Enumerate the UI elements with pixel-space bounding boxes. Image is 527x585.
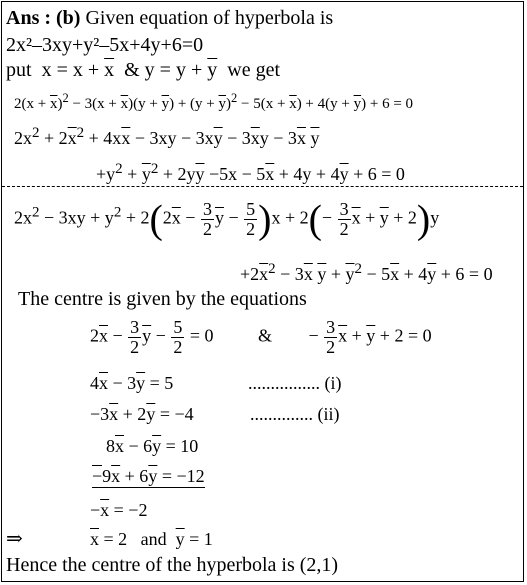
given-equation: 2x²–3xy+y²–5x+4y+6=0 [6,34,204,56]
equation-i: $4\overline{x} - 3\overline{y} = 5$ [90,373,174,393]
expanded-substitution: $2(x + \overline{x})^2 - 3(x + \overline{x})(y + \overline{y}) + (y + \overline{y})^2 - 5(x + \overline{x}) + 4(y + \overline{y}) + 6 = 0$ [14,91,414,112]
grouped-equation: $2x^2 - 3xy + y^2 + 2(2\overline{x}$ − $\frac{3}{2}$ $\overline{y}$ − $\frac{5}{2}$ )x + 2(− $\frac{3}{2}$ $\overline{x} + \overline{y} + 2)y$ [14,196,440,242]
and-word: and [140,529,167,549]
answer-label: Ans : (b) [6,7,81,29]
centre-equations: $2\overline{x}$ − $\frac{3}{2}$ $\overline{y}$ − $\frac{5}{2}$ = 0 & − $\frac{3}{2}$ $\overline{x} + \overline{y} + 2 = 0$ [90,317,432,357]
label-ii: .............. (ii) [250,404,340,424]
get-text: we get [227,59,281,81]
solution-values: $\overline{x} = 2$ and $\overline{y} = 1$ [90,529,213,549]
multiplied-i: $8\overline{x} - 6\overline{y} = 10$ [106,436,199,456]
sum-result: $-\overline{x} = -2$ [90,500,148,520]
section-divider [2,186,523,187]
arrow-line [6,529,23,549]
centre-statement: The centre is given by the equations [18,288,307,310]
equation-ii: $-3\overline{x} + 2\overline{y} = -4$ [90,404,194,424]
conclusion: Hence the centre of the hyperbola is (2,1) [6,554,339,576]
ampersand: & [257,325,272,346]
expansion-line-1: $2x^2 + 2\overline{x}^2 + 4x\overline{x} - 3xy - 3x\overline{y} - 3\overline{x}y - 3\overline{x}$ $\overline{y}$ [14,125,320,148]
intro-text: Given equation of hyperbola is [80,7,334,29]
multiplied-ii: $-9\overline{x} + 6\overline{y} = -12$ [92,466,205,486]
label-i: ................ (i) [248,373,342,393]
expansion-line-2: $+y^2 + \overline{y}^2 + 2y\overline{y} -5x - 5\overline{x} + 4y + 4\overline{y} + 6 = 0$ [96,161,405,184]
put-text: put [6,59,32,81]
grouped-equation-continued: $+2\overline{x}^2 - 3\overline{x}$ $\overline{y} + \overline{y}^2 - 5\overline{x} + 4\overline{y} + 6 = 0$ [240,261,493,284]
substitution-line: put $x = x + \overline{x}$ & $y = y + \overline{y}$ we get [6,59,281,81]
answer-heading [6,8,333,28]
implies-arrow: ⇒ [6,528,23,550]
